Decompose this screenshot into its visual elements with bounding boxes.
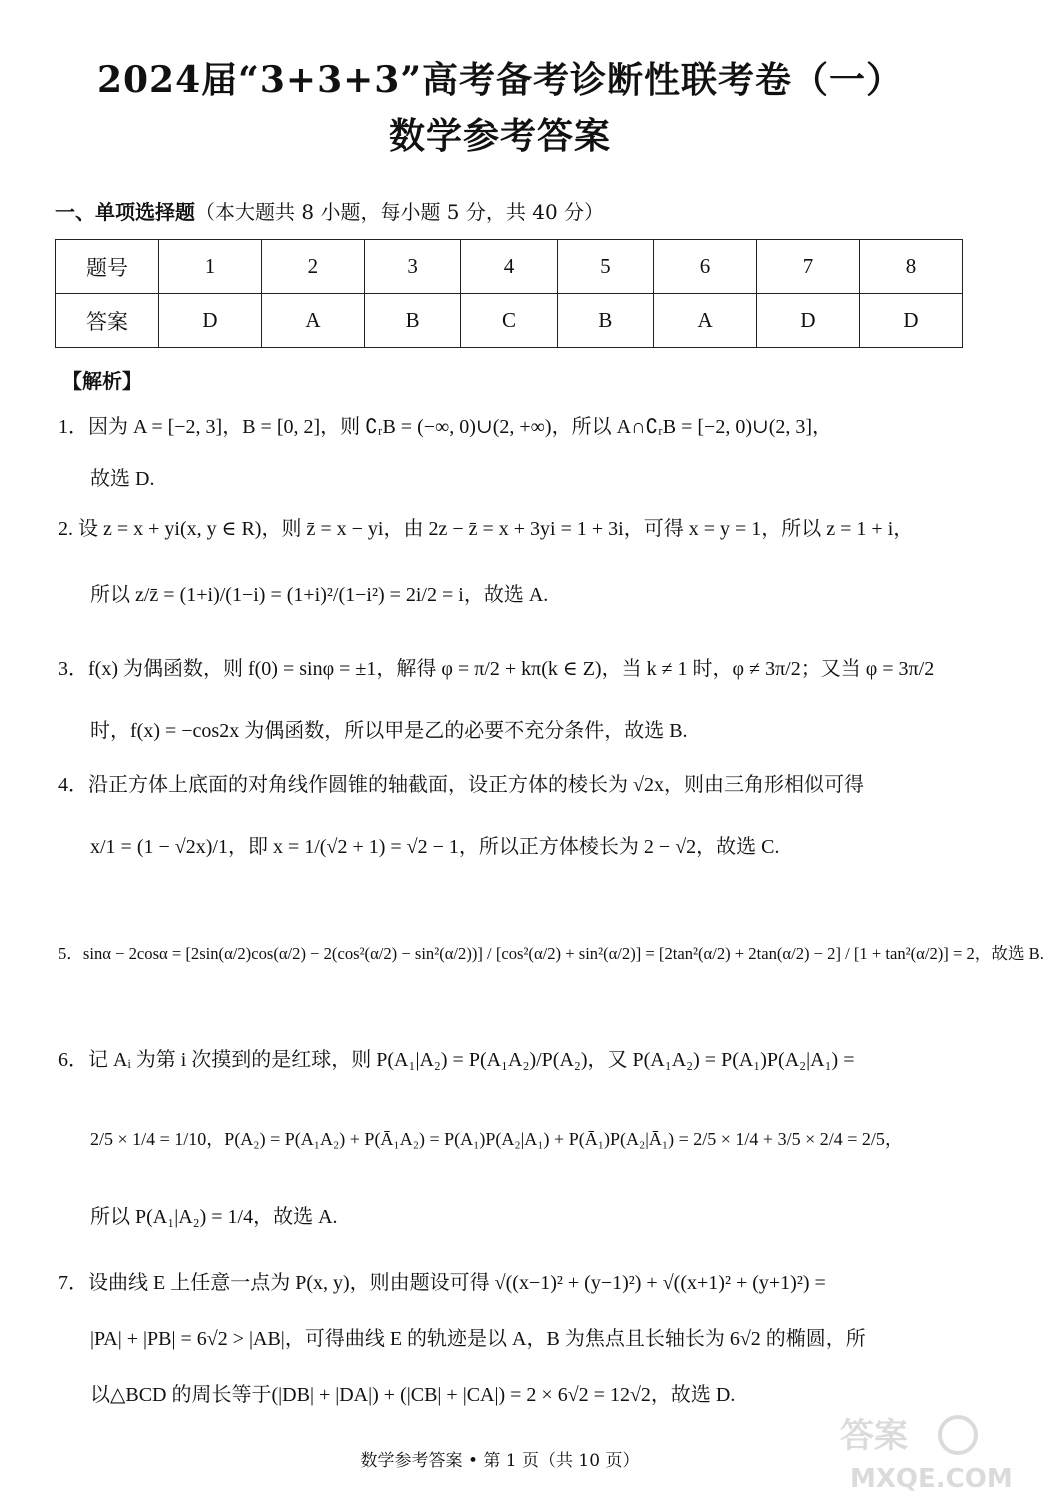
section-heading — [55, 196, 604, 225]
solution-6-line-2: 2/5 × 1/4 = 1/10，P(A₂) = P(A₁A₂) + P(Ā₁A₂) = P(A₁)P(A₂|A₁) + P(Ā₁)P(A₂|Ā₁) = 2/5 × 1/4 + 3/5 × 2/4 = 2/5， — [90, 1129, 903, 1149]
solution-2-line-2: 所以 z/z̄ = (1+i)/(1−i) = (1+i)²/(1−i²) = 2i/2 = i，故选 A. — [90, 584, 549, 606]
question-number: 6 — [654, 240, 757, 294]
solution-5-line-1: 5．sinα − 2cosα = [2sin(α/2)cos(α/2) − 2(cos²(α/2) − sin²(α/2))] / [cos²(α/2) + sin²(α/2)] = [2tan²(α/2) + 2tan(α/2) − 2] / [1 + tan²(α/2)] = 2，故选 B. — [58, 944, 1044, 963]
analysis-heading: 【解析】 — [62, 369, 142, 393]
answer-cell: C — [461, 294, 557, 348]
answer-cell: D — [757, 294, 860, 348]
table-row-answers — [56, 294, 963, 348]
answer-cell: B — [557, 294, 653, 348]
solution-4-line-1: 4．沿正方体上底面的对角线作圆锥的轴截面，设正方体的棱长为 √2x，则由三角形相似可得 — [58, 774, 864, 796]
question-number: 7 — [757, 240, 860, 294]
table-row-numbers — [56, 240, 963, 294]
row-label-answer: 答案 — [56, 294, 159, 348]
answer-cell: D — [859, 294, 962, 348]
solution-3-line-1: 3．f(x) 为偶函数，则 f(0) = sinφ = ±1，解得 φ = π/2 + kπ(k ∈ Z)，当 k ≠ 1 时，φ ≠ 3π/2；又当 φ = 3π/2 — [58, 658, 935, 680]
solution-7-line-2: |PA| + |PB| = 6√2 > |AB|，可得曲线 E 的轨迹是以 A，B 为焦点且长轴长为 6√2 的椭圆，所 — [90, 1328, 866, 1350]
document-title: 2024届“3+3+3”高考备考诊断性联考卷（一） — [96, 59, 904, 101]
answer-cell: A — [654, 294, 757, 348]
answer-table — [55, 239, 963, 348]
row-label-number: 题号 — [56, 240, 159, 294]
question-number: 2 — [261, 240, 364, 294]
question-number: 3 — [364, 240, 460, 294]
solution-7-line-3: 以△BCD 的周长等于(|DB| + |DA|) + (|CB| + |CA|) = 2 × 6√2 = 12√2，故选 D. — [90, 1384, 736, 1406]
document-subtitle: 数学参考答案 — [388, 115, 611, 157]
answer-cell: D — [159, 294, 262, 348]
solution-6-line-1: 6．记 Aᵢ 为第 i 次摸到的是红球，则 P(A₁|A₂) = P(A₁A₂)/P(A₂)，又 P(A₁A₂) = P(A₁)P(A₂|A₁) = — [58, 1049, 855, 1071]
svg-text:答案: 答案 — [840, 1416, 908, 1456]
section-note: （本大题共 8 小题，每小题 5 分，共 40 分） — [195, 200, 605, 224]
watermark-logo — [830, 1395, 1013, 1495]
question-number: 5 — [557, 240, 653, 294]
question-number: 8 — [859, 240, 962, 294]
solution-1-line-1: 1．因为 A = [−2, 3]，B = [0, 2]，则 ∁ᵣB = (−∞, 0)∪(2, +∞)，所以 A∩∁ᵣB = [−2, 0)∪(2, 3]， — [58, 416, 833, 438]
solution-1-line-2: 故选 D. — [90, 468, 155, 490]
answer-cell: B — [364, 294, 460, 348]
solution-6-line-3: 所以 P(A₁|A₂) = 1/4，故选 A. — [90, 1206, 338, 1228]
solution-3-line-2: 时，f(x) = −cos2x 为偶函数，所以甲是乙的必要不充分条件，故选 B. — [90, 720, 688, 742]
answer-cell: A — [261, 294, 364, 348]
question-number: 1 — [159, 240, 262, 294]
section-title: 一、单项选择题 — [55, 200, 195, 224]
svg-text:MXQE.COM: MXQE.COM — [850, 1464, 1013, 1494]
solution-4-line-2: x/1 = (1 − √2x)/1，即 x = 1/(√2 + 1) = √2 − 1，所以正方体棱长为 2 − √2，故选 C. — [90, 836, 780, 858]
page-footer: 数学参考答案 • 第 1 页（共 10 页） — [360, 1451, 640, 1471]
question-number: 4 — [461, 240, 557, 294]
solution-7-line-1: 7．设曲线 E 上任意一点为 P(x, y)，则由题设可得 √((x−1)² + (y−1)²) + √((x+1)² + (y+1)²) = — [58, 1272, 826, 1294]
solution-2-line-1: 2. 设 z = x + yi(x, y ∈ R)，则 z̄ = x − yi，由 2z − z̄ = x + 3yi = 1 + 3i，可得 x = y = 1，所以 z = 1 + i， — [58, 518, 914, 540]
